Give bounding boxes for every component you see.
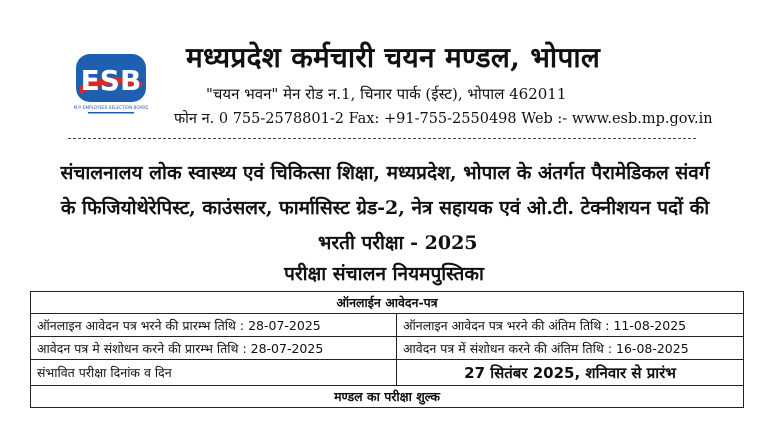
exam-date-value: 27 सितंबर 2025, शनिवार से प्रारंभ [397, 360, 744, 386]
table-row [31, 292, 744, 314]
table-row [31, 360, 744, 386]
table-row [31, 386, 744, 408]
table-row [31, 337, 744, 360]
correction-start-date: आवेदन पत्र मे संशोधन करने की प्रारम्भ तिथि : 28-07-2025 [31, 337, 397, 360]
org-contact: फोन न. 0 755-2578801-2 Fax: +91-755-2550498 Web :- www.esb.mp.gov.in [174, 111, 713, 127]
org-address: "चयन भवन" मेन रोड न.1, चिनार पार्क (ईस्ट), भोपाल 462011 [206, 85, 567, 103]
exam-date-label: संभावित परीक्षा दिनांक व दिन [31, 360, 397, 386]
notice-title-line-3: भरती परीक्षा - 2025 [318, 232, 478, 254]
notice-title-line-1: संचालनालय लोक स्वास्थ्य एवं चिकित्सा शिक्षा, मध्यप्रदेश, भोपाल के अंतर्गत पैरामेडिकल संवर्ग [60, 162, 710, 184]
fee-heading: मण्डल का परीक्षा शुल्क [31, 386, 744, 408]
notice-title [60, 156, 710, 261]
org-title: मध्यप्रदेश कर्मचारी चयन मण्डल, भोपाल [186, 41, 601, 74]
application-start-date: ऑनलाइन आवेदन पत्र भरने की प्रारम्भ तिथि : 28-07-2025 [31, 314, 397, 337]
booklet-title: परीक्षा संचालन नियमपुस्तिका [284, 263, 484, 285]
section-heading: ऑनलाईन आवेदन-पत्र [31, 292, 744, 314]
schedule-table [30, 291, 744, 408]
correction-end-date: आवेदन पत्र में संशोधन करने की अंतिम तिथि : 16-08-2025 [397, 337, 744, 360]
application-end-date: ऑनलाइन आवेदन पत्र भरने की अंतिम तिथि : 11-08-2025 [397, 314, 744, 337]
logo-subtext: M.P. EMPLOYEES SELECTION BOARD [74, 105, 148, 110]
esb-logo [74, 52, 148, 118]
esb-logo-icon [74, 52, 148, 118]
logo-text: ESB [80, 64, 142, 97]
table-row [31, 314, 744, 337]
dashed-divider [68, 138, 696, 139]
notice-title-line-2: के फिजियोथेरेपिस्ट, काउंसलर, फार्मासिस्ट ग्रेड-2, नेत्र सहायक एवं ओ.टी. टेक्नीशयन पदों की [60, 197, 710, 219]
